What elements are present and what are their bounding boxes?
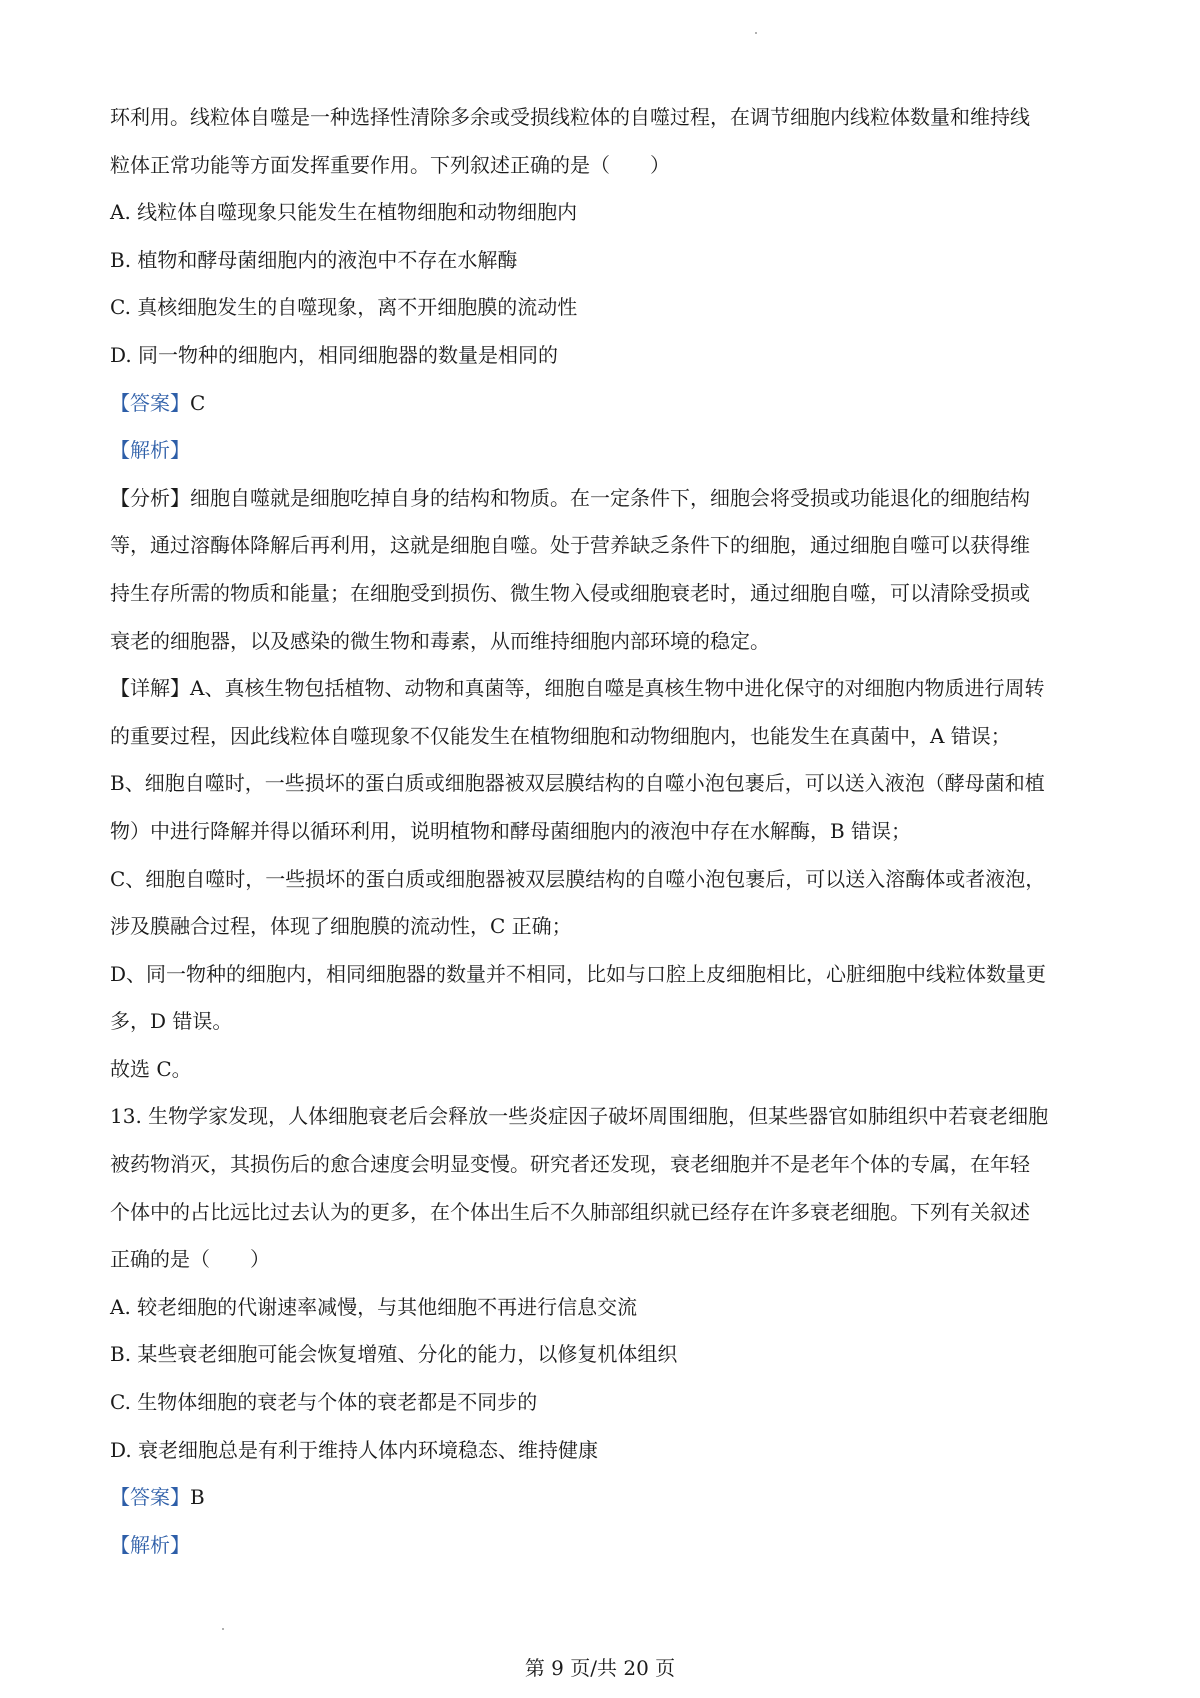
bracket-open: 【 <box>110 390 130 415</box>
q13-stem-line: 被药物消灭，其损伤后的愈合速度会明显变慢。研究者还发现，衰老细胞并不是老年个体的专属，在年轻 <box>110 1152 1030 1177</box>
bracket-close: 】 <box>170 485 190 510</box>
q12-xiangjie-line <box>110 665 1100 713</box>
bracket-open: 【 <box>110 676 130 701</box>
q12-fenxi-line: 持生存所需的物质和能量；在细胞受到损伤、微生物入侵或细胞衰老时，通过细胞自噬，可以清除受损或 <box>110 580 1030 605</box>
q13-stem-line: 13. 生物学家发现，人体细胞衰老后会释放一些炎症因子破坏周围细胞，但某些器官如肺组织中若衰老细胞 <box>110 1104 1049 1129</box>
answer-label: 答案 <box>130 390 170 415</box>
q12-xiangjie-line: 的重要过程，因此线粒体自噬现象不仅能发生在植物细胞和动物细胞内，也能发生在真菌中，A 错误； <box>110 723 1011 748</box>
analysis-label: 解析 <box>130 1532 170 1557</box>
bracket-close: 】 <box>170 1532 190 1557</box>
bracket-open: 【 <box>110 1485 130 1510</box>
bracket-open: 【 <box>110 438 130 463</box>
q12-answer <box>110 380 1100 428</box>
answer-label: 答案 <box>130 1485 170 1510</box>
q12-stem-line: 环利用。线粒体自噬是一种选择性清除多余或受损线粒体的自噬过程，在调节细胞内线粒体数量和维持线 <box>110 105 1030 129</box>
q12-option-b: B. 植物和酵母菌细胞内的液泡中不存在水解酶 <box>110 247 518 272</box>
page-footer: 第 9 页/共 20 页 <box>524 1656 676 1680</box>
scan-speck <box>755 32 757 34</box>
q13-option-a: A. 较老细胞的代谢速率减慢，与其他细胞不再进行信息交流 <box>110 1294 638 1319</box>
answer-value: C <box>190 390 206 415</box>
q12-xiangjie-line: C、细胞自噬时，一些损坏的蛋白质或细胞器被双层膜结构的自噬小泡包裹后，可以送入溶酶体或者液泡， <box>110 866 1046 891</box>
analysis-label: 解析 <box>130 438 170 463</box>
q13-stem-line: 个体中的占比远比过去认为的更多，在个体出生后不久肺部组织就已经存在许多衰老细胞。下列有关叙述 <box>110 1199 1030 1224</box>
q13-option-d: D. 衰老细胞总是有利于维持人体内环境稳态、维持健康 <box>110 1437 599 1462</box>
q13-analysis-heading <box>110 1522 1100 1570</box>
q12-conclusion: 故选 C。 <box>110 1056 192 1081</box>
q13-answer <box>110 1474 1100 1522</box>
fenxi-text: 细胞自噬就是细胞吃掉自身的结构和物质。在一定条件下，细胞会将受损或功能退化的细胞结构 <box>190 485 1030 510</box>
bracket-close: 】 <box>170 1485 190 1510</box>
q12-fenxi-line: 衰老的细胞器，以及感染的微生物和毒素，从而维持细胞内部环境的稳定。 <box>110 628 770 653</box>
bracket-close: 】 <box>170 438 190 463</box>
q12-fenxi-line <box>110 475 1100 523</box>
q12-fenxi-line: 等，通过溶酶体降解后再利用，这就是细胞自噬。处于营养缺乏条件下的细胞，通过细胞自噬可以获得维 <box>110 533 1030 558</box>
bracket-open: 【 <box>110 485 130 510</box>
bracket-close: 】 <box>170 676 190 701</box>
bracket-close: 】 <box>170 390 190 415</box>
q12-option-d: D. 同一物种的细胞内，相同细胞器的数量是相同的 <box>110 342 559 367</box>
fenxi-label: 分析 <box>130 485 170 510</box>
q13-option-b: B. 某些衰老细胞可能会恢复增殖、分化的能力，以修复机体组织 <box>110 1342 678 1367</box>
q12-stem-line: 粒体正常功能等方面发挥重要作用。下列叙述正确的是（ ） <box>110 152 670 177</box>
q12-xiangjie-line: 多，D 错误。 <box>110 1009 233 1034</box>
page-content <box>110 94 1100 1569</box>
answer-value: B <box>190 1485 205 1510</box>
bracket-open: 【 <box>110 1532 130 1557</box>
q13-option-c: C. 生物体细胞的衰老与个体的衰老都是不同步的 <box>110 1390 538 1415</box>
q13-stem-line: 正确的是（ ） <box>110 1247 270 1272</box>
q12-xiangjie-line: 物）中进行降解并得以循环利用，说明植物和酵母菌细胞内的液泡中存在水解酶，B 错误； <box>110 818 912 843</box>
q12-xiangjie-line: D、同一物种的细胞内，相同细胞器的数量并不相同，比如与口腔上皮细胞相比，心脏细胞中线粒体数量更 <box>110 961 1047 986</box>
q12-option-a: A. 线粒体自噬现象只能发生在植物细胞和动物细胞内 <box>110 200 578 225</box>
scan-speck <box>222 1628 224 1630</box>
xiangjie-text: A、真核生物包括植物、动物和真菌等，细胞自噬是真核生物中进化保守的对细胞内物质进行周转 <box>190 676 1045 701</box>
q12-analysis-heading <box>110 427 1100 475</box>
q12-xiangjie-line: 涉及膜融合过程，体现了细胞膜的流动性，C 正确； <box>110 914 572 939</box>
xiangjie-label: 详解 <box>130 676 170 701</box>
q12-option-c: C. 真核细胞发生的自噬现象，离不开细胞膜的流动性 <box>110 295 578 320</box>
q12-xiangjie-line: B、细胞自噬时，一些损坏的蛋白质或细胞器被双层膜结构的自噬小泡包裹后，可以送入液泡（酵母菌和植 <box>110 771 1045 796</box>
